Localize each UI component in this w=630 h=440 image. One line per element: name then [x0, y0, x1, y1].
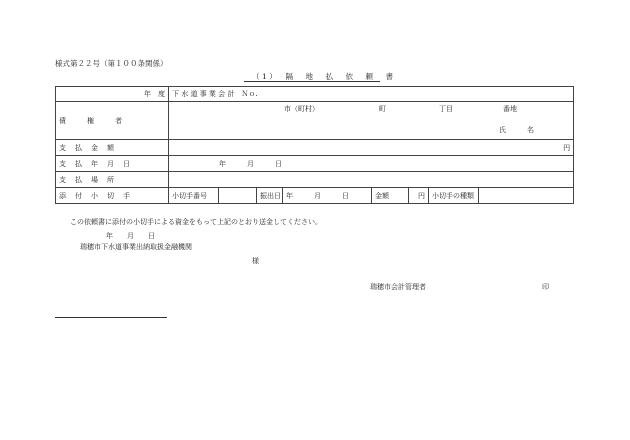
- amount-label: 支払金額: [56, 140, 169, 156]
- check-type-field[interactable]: [479, 188, 574, 204]
- row-payment-place: [56, 172, 574, 188]
- row-payment-date: [56, 156, 574, 172]
- row-creditor: [56, 102, 574, 140]
- attached-check-label: 添付小切手: [56, 188, 169, 204]
- town-label: 町: [379, 105, 386, 113]
- title-underline: [244, 81, 380, 82]
- issue-date-label: 振出日: [257, 188, 283, 204]
- check-amount-label: 金額: [372, 188, 409, 204]
- honorific: 様: [252, 257, 259, 265]
- check-number-label: 小切手番号: [169, 188, 219, 204]
- form-number: 様式第２２号（第１００条関係）: [55, 59, 168, 68]
- bank-name: 瑞穂市下水道事業出納取扱金融機関: [80, 243, 192, 251]
- payment-place-field[interactable]: [169, 172, 574, 188]
- request-date: 年 月 日: [106, 232, 155, 240]
- form-title: （1） 隔 地 払 依 頼 書: [252, 72, 396, 81]
- row-amount: [56, 140, 574, 156]
- creditor-label: 債 権 者: [56, 102, 169, 140]
- seal-mark: 印: [542, 283, 549, 291]
- remittance-note: この依頼書に添付の小切手による資金をもって上記のとおり送金してください。: [70, 218, 322, 226]
- city-label: 市（町村）: [284, 105, 319, 113]
- payment-date-label: 支払年月日: [56, 156, 169, 172]
- check-number-field[interactable]: [219, 188, 257, 204]
- banchi-label: 番地: [503, 105, 517, 113]
- request-form-table: [55, 86, 574, 204]
- check-amount-field[interactable]: 円: [409, 188, 429, 204]
- chome-label: 丁目: [439, 105, 453, 113]
- treasurer-title: 瑞穂市会計管理者: [370, 283, 426, 291]
- row-attached-check: [56, 188, 574, 204]
- check-type-label: 小切手の種類: [429, 188, 479, 204]
- fiscal-year-label: 年 度: [56, 87, 169, 102]
- row-fiscal-year: [56, 87, 574, 102]
- creditor-field[interactable]: [169, 102, 574, 140]
- amount-field[interactable]: 円: [169, 140, 574, 156]
- footer-divider: [55, 317, 167, 318]
- payment-date-field[interactable]: 年 月 日: [169, 156, 574, 172]
- name-label: 氏 名: [499, 126, 534, 134]
- issue-date-field[interactable]: 年 月 日: [283, 188, 372, 204]
- payment-place-label: 支払場所: [56, 172, 169, 188]
- account-number-label: 下 水 道 事 業 会 計 Ｎｏ.: [169, 87, 574, 102]
